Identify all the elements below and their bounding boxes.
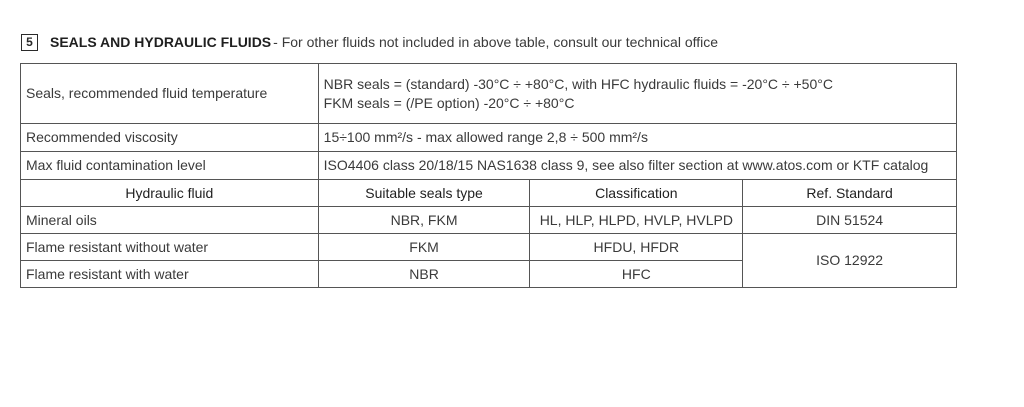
spec-row-contamination <box>21 152 957 180</box>
spec-label: Seals, recommended fluid temperature <box>21 64 319 124</box>
spec-row-temperature <box>21 64 957 124</box>
section-header <box>21 31 718 53</box>
spec-row-viscosity <box>21 124 957 152</box>
seals-type: NBR, FKM <box>318 207 530 234</box>
spec-value <box>318 64 956 124</box>
table-row <box>21 234 957 261</box>
seals-type: NBR <box>318 261 530 288</box>
fluid-name: Flame resistant with water <box>21 261 319 288</box>
spec-label: Recommended viscosity <box>21 124 319 152</box>
column-header-classification: Classification <box>530 180 743 207</box>
seals-fluids-table <box>20 63 957 288</box>
section-subtitle: - For other fluids not included in above table, consult our technical office <box>273 34 719 50</box>
spec-value: ISO4406 class 20/18/15 NAS1638 class 9, see also filter section at www.atos.com or KTF catalog <box>318 152 956 180</box>
column-header-fluid: Hydraulic fluid <box>21 180 319 207</box>
spec-value-line: NBR seals = (standard) -30°C ÷ +80°C, with HFC hydraulic fluids = -20°C ÷ +50°C <box>323 75 833 92</box>
ref-standard: ISO 12922 <box>743 234 957 288</box>
seals-type: FKM <box>318 234 530 261</box>
section-title: SEALS AND HYDRAULIC FLUIDS <box>50 34 272 50</box>
fluid-name: Mineral oils <box>21 207 319 234</box>
classification: HFC <box>530 261 743 288</box>
ref-standard: DIN 51524 <box>743 207 957 234</box>
fluid-name: Flame resistant without water <box>21 234 319 261</box>
classification: HL, HLP, HLPD, HVLP, HVLPD <box>530 207 743 234</box>
spec-value: 15÷100 mm²/s - max allowed range 2,8 ÷ 500 mm²/s <box>318 124 956 152</box>
classification: HFDU, HFDR <box>530 234 743 261</box>
spec-label: Max fluid contamination level <box>21 152 319 180</box>
section-number-badge: 5 <box>21 34 38 51</box>
fluids-header-row <box>21 180 957 207</box>
spec-value-line: FKM seals = (/PE option) -20°C ÷ +80°C <box>323 94 575 111</box>
column-header-standard: Ref. Standard <box>743 180 957 207</box>
table-row <box>21 207 957 234</box>
column-header-seals: Suitable seals type <box>318 180 530 207</box>
